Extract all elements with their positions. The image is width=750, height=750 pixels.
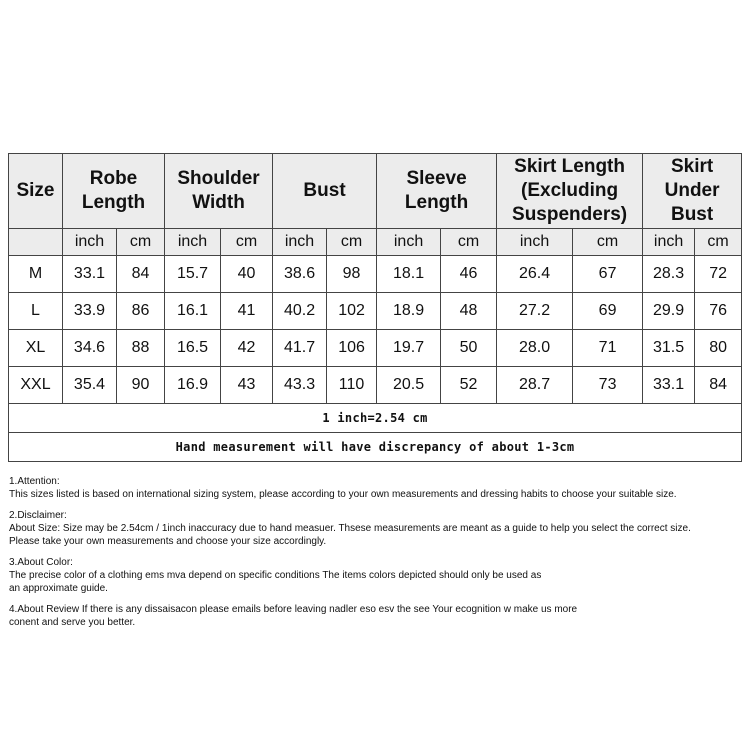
table-cell: 67	[573, 256, 643, 293]
size-label: L	[9, 293, 63, 330]
unit-label: cm	[573, 229, 643, 256]
table-cell: 35.4	[63, 367, 117, 404]
table-cell: 41.7	[273, 330, 327, 367]
note-line: conent and serve you better.	[9, 617, 136, 628]
note-line: This sizes listed is based on international sizing system, please according to your own measurements and dressing habits to choose your suitable size.	[9, 489, 677, 500]
table-cell: 26.4	[497, 256, 573, 293]
table-cell: 43.3	[273, 367, 327, 404]
table-cell: 18.9	[377, 293, 441, 330]
table-cell: 80	[695, 330, 742, 367]
table-cell: 28.0	[497, 330, 573, 367]
table-cell: 52	[441, 367, 497, 404]
table-cell: 29.9	[643, 293, 695, 330]
conversion-note: 1 inch=2.54 cm	[9, 404, 742, 433]
discrepancy-note: Hand measurement will have discrepancy of about 1-3cm	[9, 433, 742, 462]
note-line: an approximate guide.	[9, 583, 108, 594]
header-size: Size	[9, 154, 63, 229]
header-shoulder-width: Shoulder Width	[165, 154, 273, 229]
table-cell: 33.1	[63, 256, 117, 293]
table-cell: 110	[327, 367, 377, 404]
size-chart-table	[8, 153, 742, 462]
table-row	[9, 256, 742, 293]
unit-label: cm	[695, 229, 742, 256]
unit-label: cm	[221, 229, 273, 256]
note-heading: 2.Disclaimer:	[9, 510, 67, 521]
table-row	[9, 330, 742, 367]
units-blank-cell	[9, 229, 63, 256]
table-cell: 28.3	[643, 256, 695, 293]
table-cell: 106	[327, 330, 377, 367]
table-cell: 38.6	[273, 256, 327, 293]
table-cell: 72	[695, 256, 742, 293]
header-sleeve-length: Sleeve Length	[377, 154, 497, 229]
table-cell: 33.1	[643, 367, 695, 404]
header-bust: Bust	[273, 154, 377, 229]
table-cell: 40.2	[273, 293, 327, 330]
table-cell: 73	[573, 367, 643, 404]
table-cell: 33.9	[63, 293, 117, 330]
unit-label: inch	[273, 229, 327, 256]
unit-label: inch	[63, 229, 117, 256]
table-cell: 41	[221, 293, 273, 330]
table-cell: 28.7	[497, 367, 573, 404]
table-cell: 42	[221, 330, 273, 367]
table-cell: 19.7	[377, 330, 441, 367]
header-robe-length: Robe Length	[63, 154, 165, 229]
unit-label: cm	[441, 229, 497, 256]
discrepancy-note-row	[9, 433, 742, 462]
table-cell: 90	[117, 367, 165, 404]
table-cell: 16.9	[165, 367, 221, 404]
note-about-color	[9, 556, 744, 595]
unit-label: inch	[377, 229, 441, 256]
table-cell: 16.5	[165, 330, 221, 367]
note-disclaimer	[9, 509, 744, 548]
conversion-note-row	[9, 404, 742, 433]
unit-label: inch	[165, 229, 221, 256]
size-label: M	[9, 256, 63, 293]
table-cell: 71	[573, 330, 643, 367]
table-cell: 18.1	[377, 256, 441, 293]
header-skirt-length: Skirt Length (Excluding Suspenders)	[497, 154, 643, 229]
table-row	[9, 367, 742, 404]
table-cell: 88	[117, 330, 165, 367]
table-cell: 84	[117, 256, 165, 293]
units-row	[9, 229, 742, 256]
header-row	[9, 154, 742, 229]
table-cell: 69	[573, 293, 643, 330]
table-cell: 98	[327, 256, 377, 293]
notes-section	[9, 475, 744, 637]
note-attention	[9, 475, 744, 501]
table-cell: 46	[441, 256, 497, 293]
table-cell: 76	[695, 293, 742, 330]
note-line: Please take your own measurements and choose your size accordingly.	[9, 536, 327, 547]
table-cell: 40	[221, 256, 273, 293]
note-about-review	[9, 603, 744, 629]
size-label: XL	[9, 330, 63, 367]
table-cell: 102	[327, 293, 377, 330]
table-cell: 15.7	[165, 256, 221, 293]
table-cell: 50	[441, 330, 497, 367]
table-cell: 16.1	[165, 293, 221, 330]
table-cell: 20.5	[377, 367, 441, 404]
table-cell: 31.5	[643, 330, 695, 367]
note-heading: 1.Attention:	[9, 476, 60, 487]
unit-label: cm	[327, 229, 377, 256]
table-row	[9, 293, 742, 330]
size-label: XXL	[9, 367, 63, 404]
note-line: About Size: Size may be 2.54cm / 1inch inaccuracy due to hand measuer. Thsese measurements are meant as a guide to help you select the correct size.	[9, 523, 691, 534]
table-cell: 48	[441, 293, 497, 330]
note-line: The precise color of a clothing ems mva depend on specific conditions The items colors depicted should only be used as	[9, 570, 542, 581]
table-cell: 34.6	[63, 330, 117, 367]
note-heading: 3.About Color:	[9, 557, 73, 568]
note-heading: 4.About Review If there is any dissaisacon please emails before leaving nadler eso esv the see Your ecognition w make us more	[9, 604, 578, 615]
unit-label: inch	[643, 229, 695, 256]
unit-label: cm	[117, 229, 165, 256]
unit-label: inch	[497, 229, 573, 256]
table-cell: 43	[221, 367, 273, 404]
header-skirt-under-bust: Skirt Under Bust	[643, 154, 742, 229]
table-cell: 84	[695, 367, 742, 404]
table-cell: 27.2	[497, 293, 573, 330]
table-cell: 86	[117, 293, 165, 330]
